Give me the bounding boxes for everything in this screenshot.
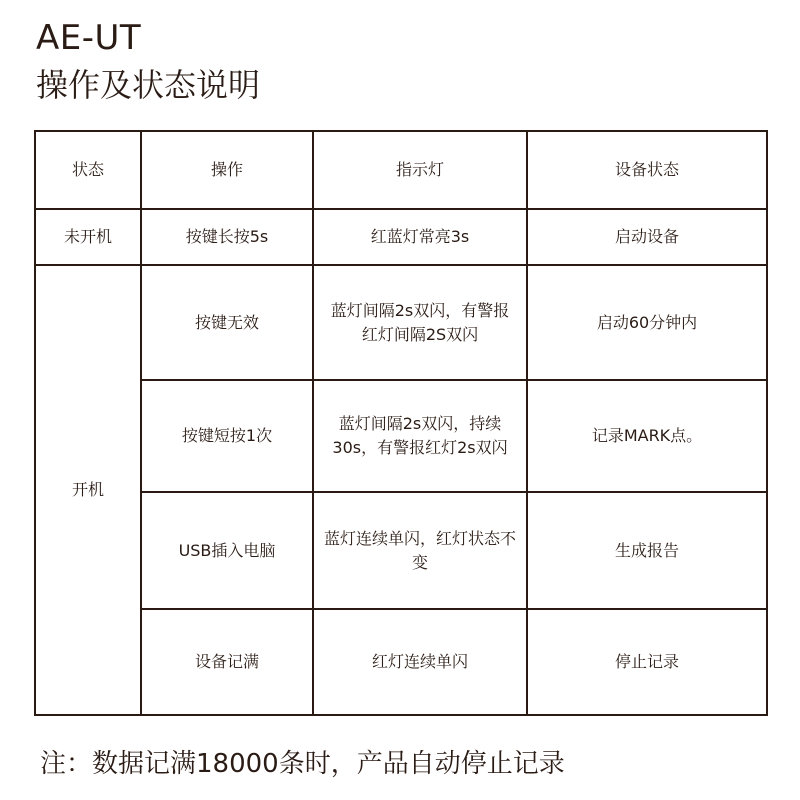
state-on-cell: 开机 <box>35 265 141 715</box>
header-indicator: 指示灯 <box>313 131 527 209</box>
operation-cell: 按键短按1次 <box>141 380 313 492</box>
table-row <box>35 380 767 492</box>
status-table <box>34 130 768 716</box>
table-header-row <box>35 131 767 209</box>
operation-cell: 设备记满 <box>141 609 313 715</box>
table-row <box>35 609 767 715</box>
table-row <box>35 492 767 609</box>
device-status-cell: 启动60分钟内 <box>527 265 767 380</box>
device-status-cell: 记录MARK点。 <box>527 380 767 492</box>
page-subtitle: 操作及状态说明 <box>36 66 261 104</box>
indicator-cell: 红蓝灯常亮3s <box>313 209 527 265</box>
indicator-cell: 蓝灯间隔2s双闪，持续30s，有警报红灯2s双闪 <box>313 380 527 492</box>
device-status-cell: 生成报告 <box>527 492 767 609</box>
header-status: 状态 <box>35 131 141 209</box>
footnote: 注：数据记满18000条时，产品自动停止记录 <box>40 749 565 779</box>
operation-cell: 按键无效 <box>141 265 313 380</box>
indicator-cell: 蓝灯连续单闪，红灯状态不变 <box>313 492 527 609</box>
header-device-status: 设备状态 <box>527 131 767 209</box>
status-table-container <box>34 130 766 714</box>
device-status-cell: 启动设备 <box>527 209 767 265</box>
state-off-cell: 未开机 <box>35 209 141 265</box>
operation-cell: USB插入电脑 <box>141 492 313 609</box>
header-operation: 操作 <box>141 131 313 209</box>
operation-cell: 按键长按5s <box>141 209 313 265</box>
table-row <box>35 209 767 265</box>
indicator-cell: 红灯连续单闪 <box>313 609 527 715</box>
indicator-cell: 蓝灯间隔2s双闪，有警报红灯间隔2S双闪 <box>313 265 527 380</box>
device-status-cell: 停止记录 <box>527 609 767 715</box>
table-row <box>35 265 767 380</box>
page-title: AE-UT <box>36 18 142 58</box>
